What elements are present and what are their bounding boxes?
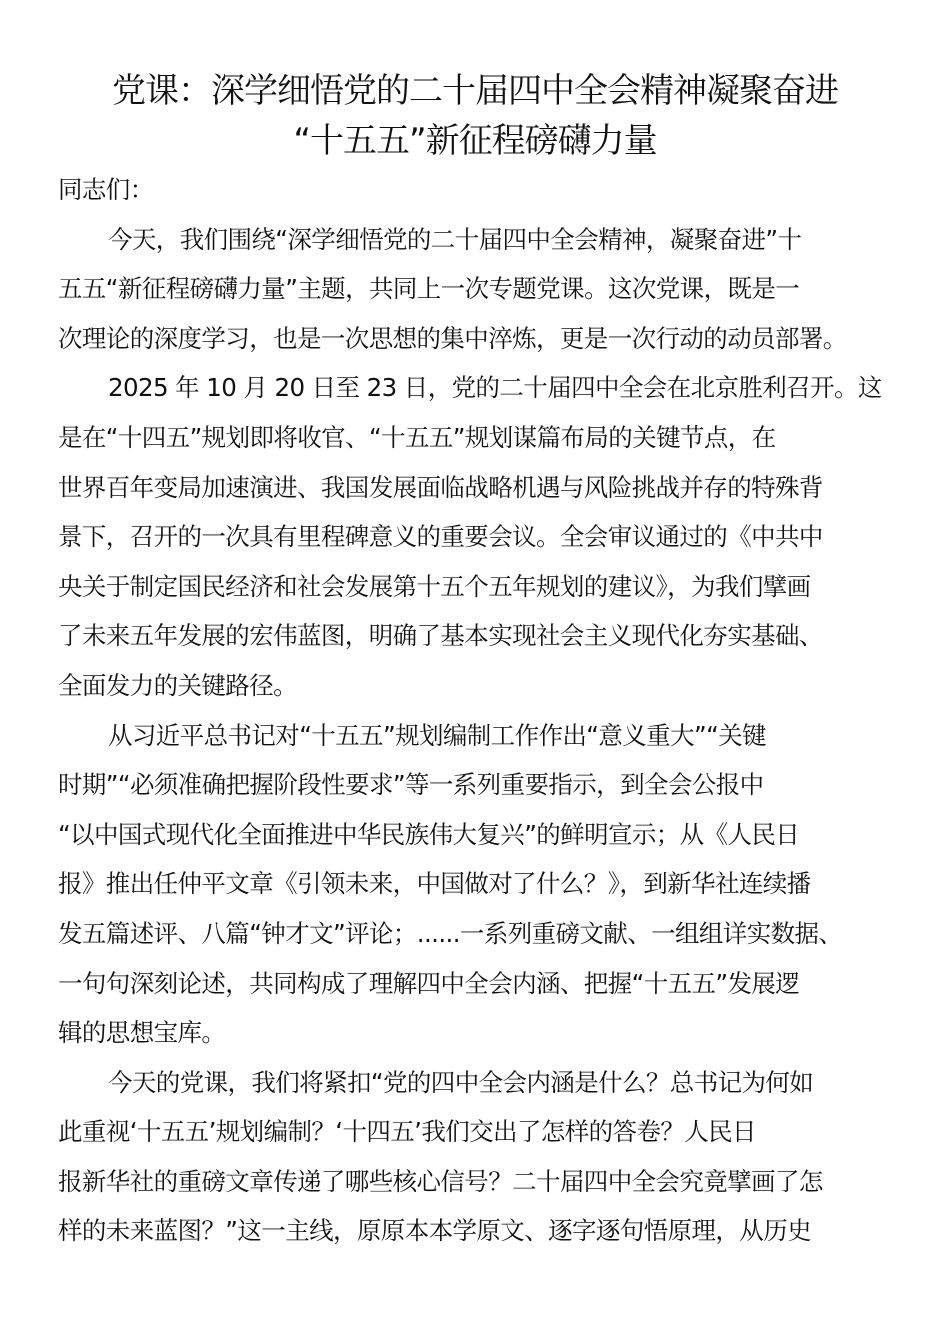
- paragraph-line: 次理论的深度学习，也是一次思想的集中淬炼，更是一次行动的动员部署。: [58, 323, 847, 353]
- paragraph-line: 报新华社的重磅文章传递了哪些核心信号？二十届四中全会究竟擘画了怎: [58, 1166, 823, 1196]
- paragraph-line: “以中国式现代化全面推进中华民族伟大复兴”的鲜明宣示；从《人民日: [58, 819, 800, 849]
- paragraph-line: 全面发力的关键路径。: [58, 670, 297, 700]
- paragraph-line: 一句句深刻论述，共同构成了理解四中全会内涵、把握“十五五”发展逻: [58, 968, 800, 998]
- paragraph-line: 从习近平总书记对“十五五”规划编制工作作出“意义重大”“关键: [108, 720, 766, 750]
- paragraph-1: [58, 215, 888, 364]
- paragraph-line: 景下，召开的一次具有里程碑意义的重要会议。全会审议通过的《中共中: [58, 522, 823, 552]
- paragraph-4: [58, 1058, 888, 1256]
- paragraph-line: 此重视‘十五五’规划编制？‘十四五’我们交出了怎样的答卷？人民日: [58, 1117, 756, 1147]
- paragraph-line: 辑的思想宝库。: [58, 1018, 226, 1048]
- paragraph-line: 时期”“必须准确把握阶段性要求”等一系列重要指示，到全会公报中: [58, 770, 764, 800]
- document-body: [58, 165, 888, 1256]
- paragraph-3: [58, 711, 888, 1058]
- document-title: [0, 66, 950, 166]
- paragraph-line: 央关于制定国民经济和社会发展第十五个五年规划的建议》，为我们擘画: [58, 571, 811, 601]
- title-line-2: “十五五”新征程磅礴力量: [293, 121, 657, 161]
- paragraph-line: 今天的党课，我们将紧扣“党的四中全会内涵是什么？总书记为何如: [108, 1067, 814, 1097]
- paragraph-line: 今天，我们围绕“深学细悟党的二十届四中全会精神，凝聚奋进”十: [108, 224, 802, 254]
- title-line-1: 党课：深学细悟党的二十届四中全会精神凝聚奋进: [112, 71, 838, 111]
- salutation: 同志们：: [58, 175, 154, 204]
- paragraph-line: 五五“新征程磅礴力量”主题，共同上一次专题党课。这次党课，既是一: [58, 274, 800, 304]
- paragraph-line: 世界百年变局加速演进、我国发展面临战略机遇与风险挑战并存的特殊背: [58, 472, 823, 502]
- paragraph-line: 了未来五年发展的宏伟蓝图，明确了基本实现社会主义现代化夯实基础、: [58, 621, 823, 651]
- paragraph-line: 2025 年 10 月 20 日至 23 日，党的二十届四中全会在北京胜利召开。这: [108, 373, 882, 403]
- paragraph-line: 样的未来蓝图？”这一主线，原原本本学原文、逐字逐句悟原理，从历史: [58, 1216, 811, 1246]
- paragraph-line: 是在“十四五”规划即将收官、“十五五”规划谋篇布局的关键节点，在: [58, 422, 776, 452]
- paragraph-line: 报》推出任仲平文章《引领未来，中国做对了什么？》，到新华社连续播: [58, 869, 811, 899]
- paragraph-line: 发五篇述评、八篇“钟才文”评论；......一系列重磅文献、一组组详实数据、: [58, 918, 843, 948]
- paragraph-2: [58, 363, 888, 710]
